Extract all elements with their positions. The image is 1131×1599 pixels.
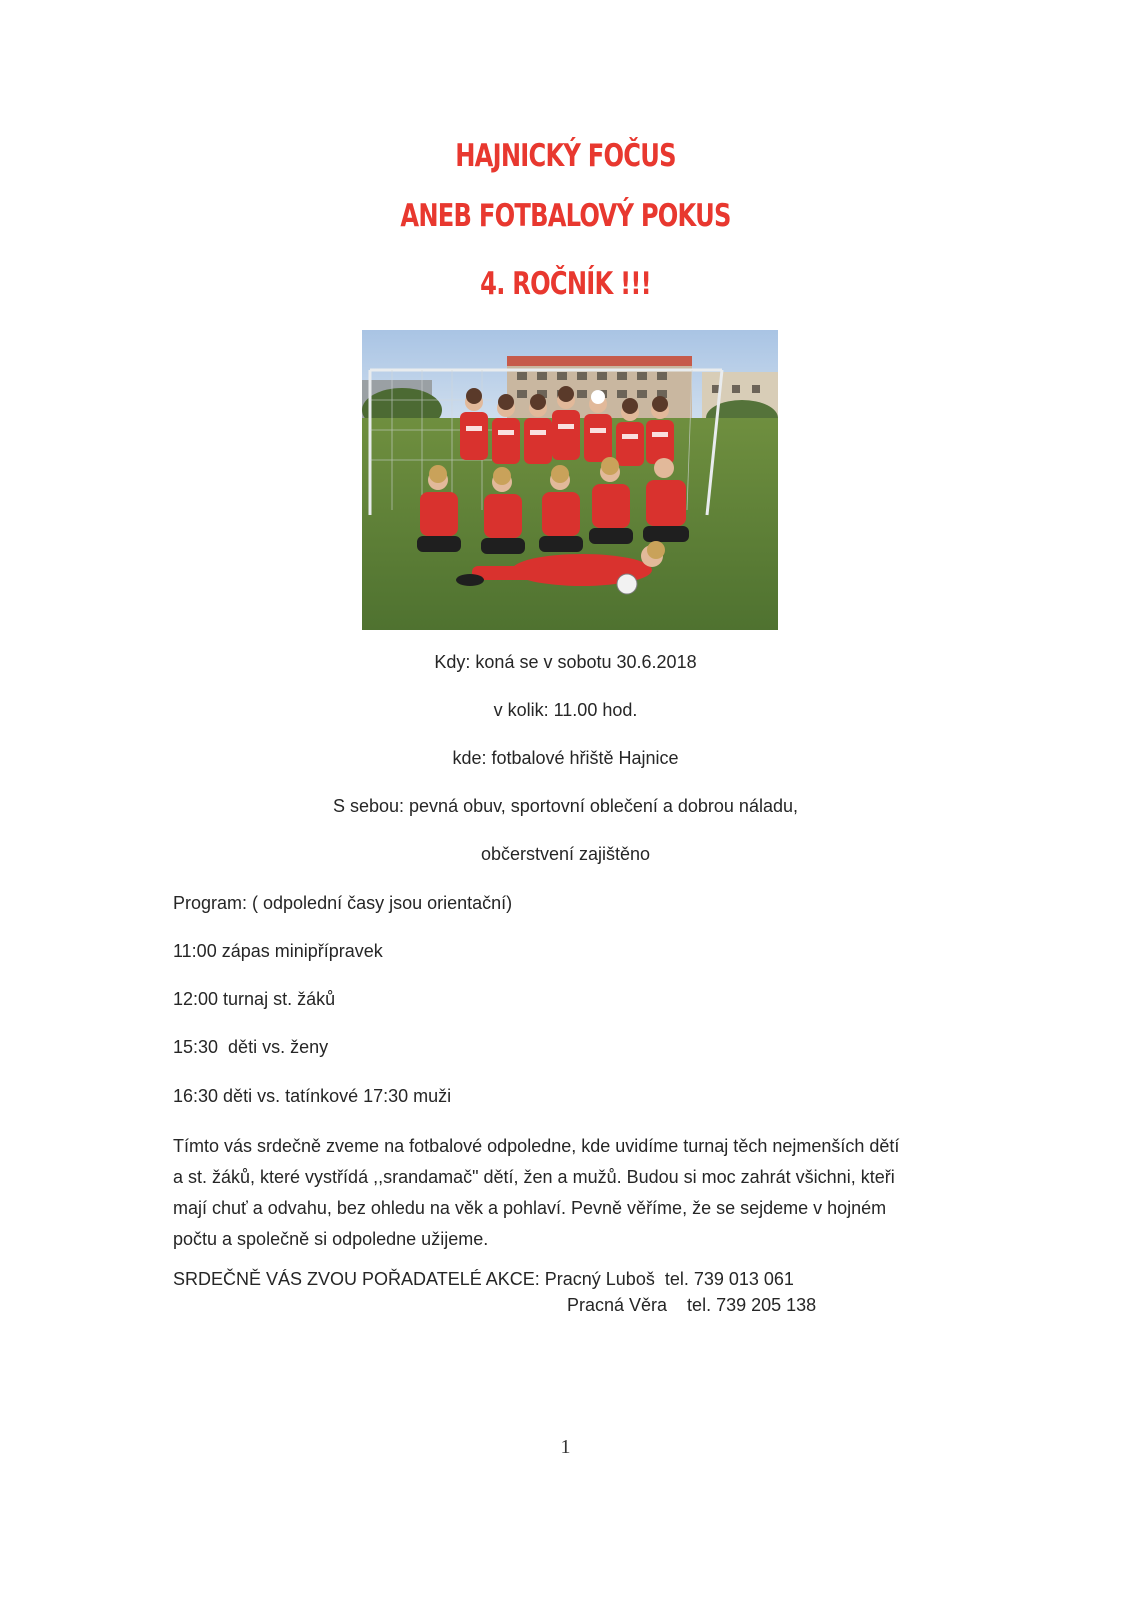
program-item: 15:30 děti vs. ženy — [173, 1037, 329, 1057]
program-item: 12:00 turnaj st. žáků — [173, 989, 336, 1009]
title-line-3: 4. ROČNÍK !!! — [480, 266, 651, 302]
program-item: 16:30 děti vs. tatínkové 17:30 muži — [173, 1086, 452, 1106]
title-line-1: HAJNICKÝ FOČUS — [455, 138, 676, 174]
invitation-paragraph — [173, 1131, 943, 1255]
invitation-line: počtu a společně si odpoledne užijeme. — [173, 1229, 489, 1249]
program-heading: Program: ( odpolední časy jsou orientační) — [173, 893, 513, 913]
invitation-line: mají chuť a odvahu, bez ohledu na věk a pohlaví. Pevně věříme, že se sejdeme v hojném — [173, 1198, 887, 1218]
event-date: Kdy: koná se v sobotu 30.6.2018 — [434, 652, 697, 672]
team-photo — [362, 330, 778, 630]
page-number: 1 — [560, 1436, 571, 1458]
title-line-2: ANEB FOTBALOVÝ POKUS — [400, 198, 731, 234]
program-item: 11:00 zápas minipřípravek — [173, 941, 383, 961]
what-to-bring: S sebou: pevná obuv, sportovní oblečení a dobrou náladu, — [332, 796, 798, 816]
invitation-line: Tímto vás srdečně zveme na fotbalové odpoledne, kde uvidíme turnaj těch nejmenších dětí — [173, 1136, 900, 1156]
organizer-line-1: SRDEČNĚ VÁS ZVOU POŘADATELÉ AKCE: Pracný Luboš tel. 739 013 061 — [173, 1269, 794, 1289]
organizer-line-2: Pracná Věra tel. 739 205 138 — [567, 1295, 817, 1315]
refreshments-note: občerstvení zajištěno — [480, 844, 651, 864]
event-location: kde: fotbalové hřiště Hajnice — [452, 748, 679, 768]
event-time: v kolik: 11.00 hod. — [493, 700, 638, 720]
invitation-line: a st. žáků, které vystřídá ,,srandamač" dětí, žen a mužů. Budou si moc zahrát všichni, kteři — [173, 1167, 895, 1187]
